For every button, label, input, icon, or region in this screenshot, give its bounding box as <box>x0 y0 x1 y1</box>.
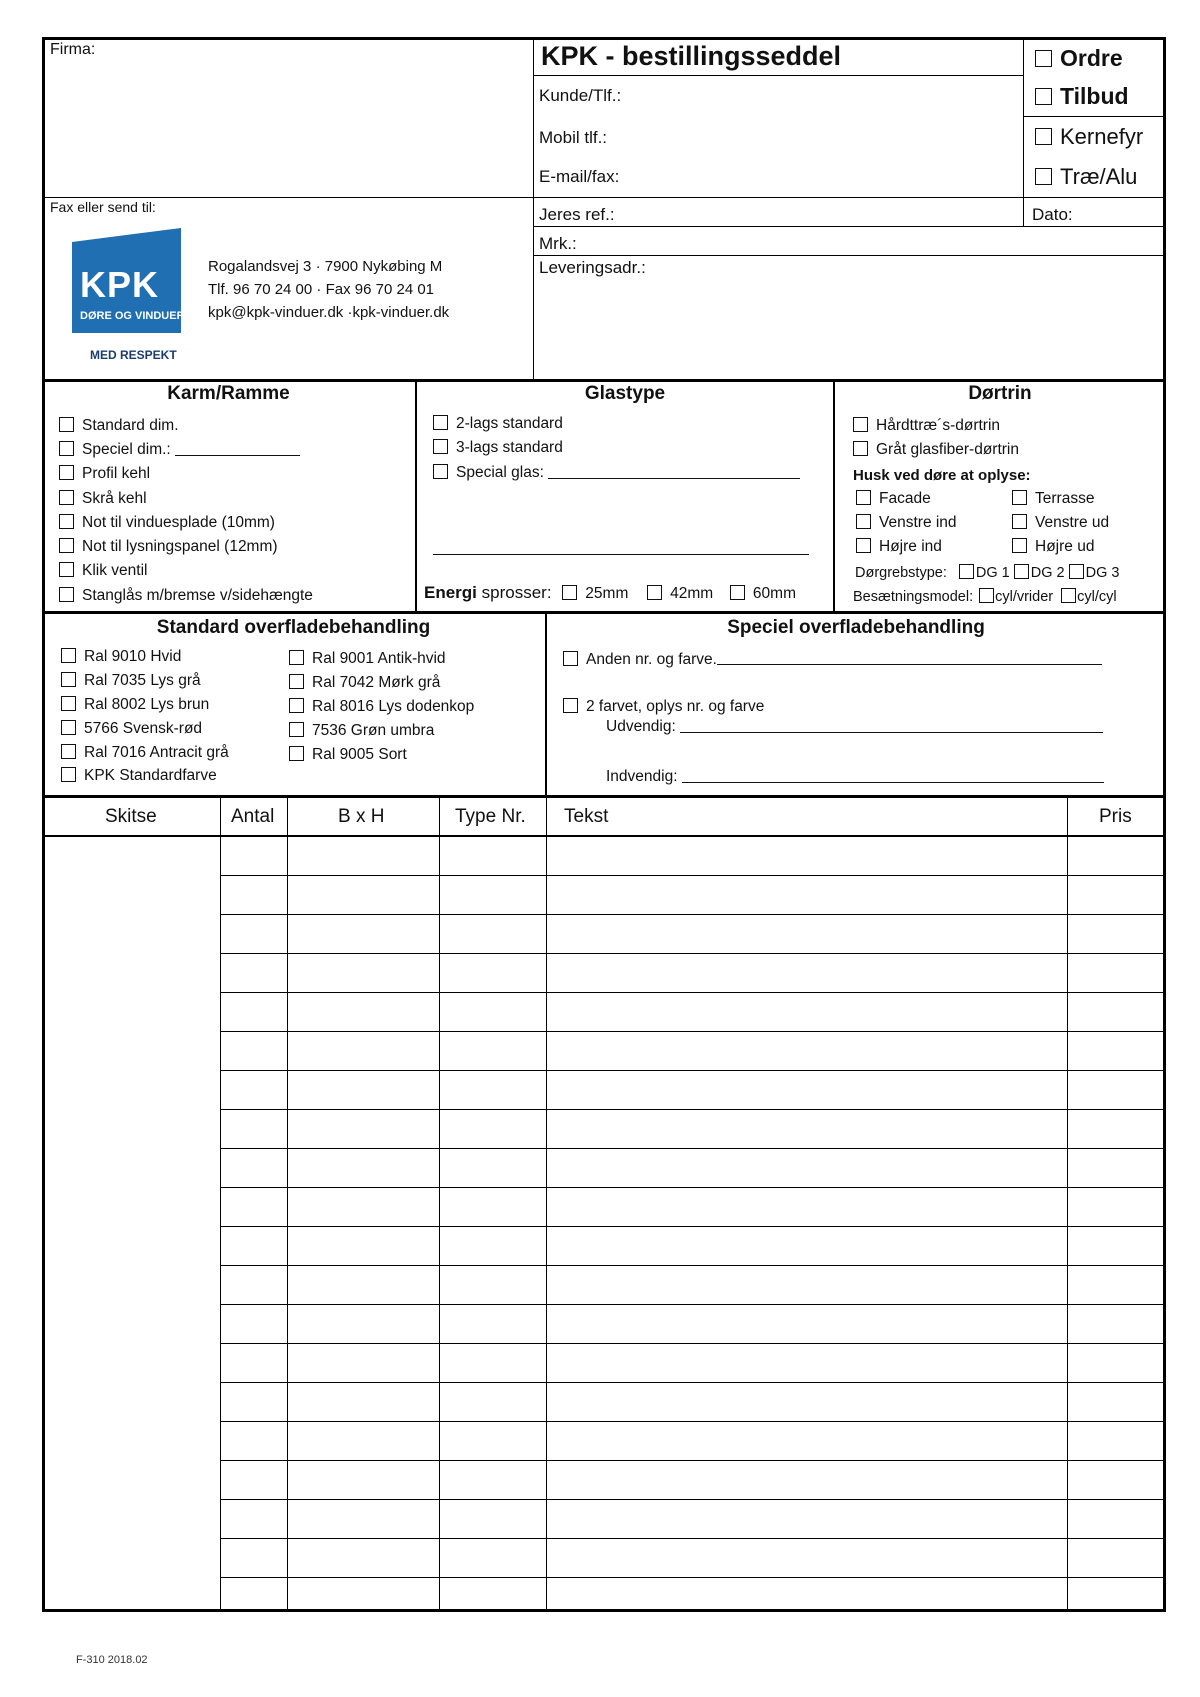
table-row-line <box>220 1460 1165 1461</box>
ov-ral8016[interactable] <box>289 698 474 716</box>
cyl-cyl-label: cyl/cyl <box>1077 589 1117 605</box>
logo-tagline: MED RESPEKT <box>90 348 177 362</box>
company-phone-line <box>208 281 434 298</box>
karm-option-klik[interactable] <box>59 562 147 580</box>
table-column-line <box>1067 797 1068 1610</box>
dorgreb-row <box>855 564 1120 581</box>
company-city: 7900 Nykøbing M <box>324 258 443 275</box>
col-header-antal: Antal <box>231 806 275 827</box>
option-label: Højre ud <box>1035 538 1095 555</box>
ov-kpk-standard[interactable] <box>61 767 217 785</box>
ov-ral7042[interactable] <box>289 674 440 692</box>
options-bottom <box>42 611 1166 614</box>
checkbox[interactable] <box>856 538 871 553</box>
karm-option-speciel[interactable] <box>59 441 300 459</box>
kernefyr-checkbox[interactable] <box>1035 128 1052 145</box>
header-divider <box>533 38 534 380</box>
company-web-line <box>208 304 449 321</box>
table-column-line <box>439 797 440 1610</box>
col-header-skitse: Skitse <box>105 806 157 827</box>
glas-option-2lags[interactable] <box>433 415 563 433</box>
ov-7536[interactable] <box>289 722 434 740</box>
mrk-label: Mrk.: <box>539 234 577 253</box>
checkbox[interactable] <box>59 538 74 553</box>
option-label: Ral 9001 Antik-hvid <box>312 650 446 667</box>
traealu-option[interactable] <box>1035 164 1137 190</box>
table-row-line <box>220 1187 1165 1188</box>
checkbox[interactable] <box>61 648 76 663</box>
dorgreb-label: Dørgrebstype: <box>855 565 947 581</box>
option-label: Ral 9005 Sort <box>312 746 407 763</box>
fax-label: Fax eller send til: <box>50 199 156 215</box>
checkbox[interactable] <box>433 415 448 430</box>
special-glas-extra-line[interactable] <box>433 554 809 555</box>
table-row-line <box>220 875 1165 876</box>
udvendig-label: Udvendig: <box>606 718 676 735</box>
option-label: Terrasse <box>1035 490 1095 507</box>
sprosser-60-label: 60mm <box>752 585 796 602</box>
logo-sub: DØRE OG VINDUER <box>80 310 185 322</box>
checkbox[interactable] <box>61 767 76 782</box>
col-header-tekst: Tekst <box>564 806 609 827</box>
table-row-line <box>220 1499 1165 1500</box>
option-label: Facade <box>879 490 931 507</box>
option-label: Profil kehl <box>82 465 151 482</box>
logo-text: KPK <box>80 264 160 305</box>
checkbox[interactable] <box>61 672 76 687</box>
table-row-line <box>220 1148 1165 1149</box>
company-address: Rogalandsvej 3 <box>208 258 312 275</box>
karm-title: Karm/Ramme <box>167 383 290 404</box>
checkbox[interactable] <box>289 722 304 737</box>
company-address-line <box>208 258 442 275</box>
table-row-line <box>220 1382 1165 1383</box>
option-label: Ral 7016 Antracit grå <box>84 744 229 761</box>
option-label: Ral 7042 Mørk grå <box>312 674 441 691</box>
table-row-line <box>220 953 1165 954</box>
header-bottom <box>42 379 1166 382</box>
checkbox[interactable] <box>61 696 76 711</box>
option-label: Højre ind <box>879 538 942 555</box>
table-row-line <box>220 1343 1165 1344</box>
option-label: Anden nr. og farve. <box>586 651 717 668</box>
levering-label: Leveringsadr.: <box>539 258 646 277</box>
glas-divider <box>833 380 835 613</box>
dot-separator: · <box>315 258 321 275</box>
option-label: KPK Standardfarve <box>84 767 217 784</box>
anden-field[interactable] <box>717 650 1102 665</box>
checkbox[interactable] <box>853 441 868 456</box>
dot-separator: · <box>347 304 353 321</box>
table-column-line <box>220 797 221 1610</box>
dortrin-terrasse[interactable] <box>1012 490 1094 508</box>
kunde-label: Kunde/Tlf.: <box>539 86 622 105</box>
sprosser-60-checkbox[interactable] <box>730 585 745 600</box>
option-label: Venstre ind <box>879 514 957 531</box>
karm-option-not-lysning[interactable] <box>59 538 278 556</box>
company-web[interactable]: kpk-vinduer.dk <box>352 304 450 321</box>
option-label: Klik ventil <box>82 562 148 579</box>
ref-bottom <box>533 226 1165 227</box>
karm-option-stanglas[interactable] <box>59 587 313 605</box>
karm-option-standard[interactable] <box>59 417 179 435</box>
cyl-cyl-checkbox[interactable] <box>1061 588 1076 603</box>
table-row-line <box>220 1421 1165 1422</box>
checkbox[interactable] <box>1012 490 1027 505</box>
checkbox[interactable] <box>59 514 74 529</box>
form-title: KPK - bestillingsseddel <box>541 41 842 71</box>
option-label: Special glas: <box>456 464 544 481</box>
checkbox[interactable] <box>61 744 76 759</box>
checkbox[interactable] <box>433 439 448 454</box>
glas-option-3lags[interactable] <box>433 439 563 457</box>
traealu-checkbox[interactable] <box>1035 168 1052 185</box>
option-label: 2 farvet, oplys nr. og farve <box>586 698 765 715</box>
jeres-ref-label: Jeres ref.: <box>539 205 615 224</box>
checkbox[interactable] <box>59 562 74 577</box>
firma-bottom <box>42 197 1165 198</box>
option-label: Not til lysningspanel (12mm) <box>82 538 278 555</box>
ov-ral7035[interactable] <box>61 672 201 690</box>
glas-title: Glastype <box>584 383 666 404</box>
firma-label: Firma: <box>50 41 96 58</box>
checkbox[interactable] <box>289 674 304 689</box>
checkbox[interactable] <box>856 514 871 529</box>
company-fax: Fax 96 70 24 01 <box>325 281 435 298</box>
overflade-divider <box>545 612 547 797</box>
mrk-bottom <box>533 255 1165 256</box>
ov-ral9001[interactable] <box>289 650 446 668</box>
husk-label: Husk ved døre at oplyse: <box>853 467 1031 484</box>
ov-5766[interactable] <box>61 720 202 738</box>
karm-option-skra[interactable] <box>59 490 147 508</box>
standard-ov-title: Standard overfladebehandling <box>156 617 431 638</box>
option-label: 2-lags standard <box>456 415 563 432</box>
checkbox[interactable] <box>853 417 868 432</box>
dortrin-title: Dørtrin <box>968 383 1032 404</box>
speciel-dim-field[interactable] <box>175 441 300 456</box>
checkbox[interactable] <box>59 490 74 505</box>
email-label: E-mail/fax: <box>539 167 620 186</box>
overflade-bottom <box>42 795 1166 798</box>
col-header-type: Type Nr. <box>455 806 526 827</box>
speciel-ov-title: Speciel overfladebehandling <box>727 617 985 638</box>
ordre-checkbox[interactable] <box>1035 50 1052 67</box>
table-header-bottom <box>42 835 1166 837</box>
table-row-line <box>220 1577 1165 1578</box>
table-row-line <box>220 1304 1165 1305</box>
dg1-label: DG 1 <box>975 565 1010 581</box>
table-row-line <box>220 914 1165 915</box>
cyl-vrider-checkbox[interactable] <box>979 588 994 603</box>
sprosser-42-label: 42mm <box>670 585 714 602</box>
dortrin-hojre-ud[interactable] <box>1012 538 1094 556</box>
mobil-label: Mobil tlf.: <box>539 128 608 147</box>
col-header-pris: Pris <box>1099 806 1132 827</box>
checkbox[interactable] <box>59 465 74 480</box>
col-header-bxh: B x H <box>338 806 385 827</box>
speciel-anden[interactable] <box>563 650 1102 669</box>
kernefyr-option[interactable] <box>1035 124 1143 150</box>
checkbox[interactable] <box>563 698 578 713</box>
traealu-label: Træ/Alu <box>1060 164 1138 189</box>
cyl-vrider-label: cyl/vrider <box>995 589 1054 605</box>
checkbox[interactable] <box>289 746 304 761</box>
kpk-logo <box>72 228 185 333</box>
checkbox[interactable] <box>59 587 74 602</box>
option-label: Stanglås m/bremse v/sidehængte <box>82 587 313 604</box>
ov-ral9005[interactable] <box>289 746 407 764</box>
option-label: 3-lags standard <box>456 439 563 456</box>
form-code: F-310 2018.02 <box>76 1654 148 1666</box>
option-label: Ral 7035 Lys grå <box>84 672 201 689</box>
option-label: Standard dim. <box>82 417 179 434</box>
dg1-checkbox[interactable] <box>959 564 974 579</box>
checkbox[interactable] <box>59 417 74 432</box>
tilbud-checkbox[interactable] <box>1035 88 1052 105</box>
checkbox[interactable] <box>563 651 578 666</box>
checkbox[interactable] <box>433 464 448 479</box>
sprosser-25-checkbox[interactable] <box>562 585 577 600</box>
table-row-line <box>220 1031 1165 1032</box>
tilbud-option[interactable] <box>1035 83 1129 110</box>
table-column-line <box>546 797 547 1610</box>
energi-label: Energi <box>424 583 477 602</box>
dortrin-hojre-ind[interactable] <box>856 538 942 556</box>
karm-divider <box>415 380 417 613</box>
option-label: 5766 Svensk-rød <box>84 720 203 737</box>
sprosser-42-checkbox[interactable] <box>647 585 662 600</box>
option-label: Ral 9010 Hvid <box>84 648 182 665</box>
energi-sprosser-row <box>424 583 796 603</box>
dortrin-facade[interactable] <box>856 490 931 508</box>
table-row-line <box>220 1265 1165 1266</box>
ordre-label: Ordre <box>1060 45 1123 71</box>
dg2-label: DG 2 <box>1030 565 1065 581</box>
besaet-label: Besætningsmodel: <box>853 589 974 605</box>
glas-option-special[interactable] <box>433 464 800 482</box>
option-label: Speciel dim.: <box>82 441 171 458</box>
checkbox[interactable] <box>289 650 304 665</box>
dato-divider <box>1023 197 1024 227</box>
ordre-option[interactable] <box>1035 45 1123 72</box>
company-phone: Tlf. 96 70 24 00 <box>208 281 313 298</box>
company-email[interactable]: kpk@kpk-vinduer.dk <box>208 304 344 321</box>
indvendig-row <box>606 768 1104 786</box>
dortrin-option-glasfiber[interactable] <box>853 441 1019 459</box>
option-label: 7536 Grøn umbra <box>312 722 435 739</box>
table-row-line <box>220 992 1165 993</box>
dg3-checkbox[interactable] <box>1069 564 1084 579</box>
besaet-row <box>853 588 1117 605</box>
option-label: Hårdttræ´s-dørtrin <box>876 417 1001 434</box>
table-row-line <box>220 1538 1165 1539</box>
checkbox[interactable] <box>1012 538 1027 553</box>
indvendig-label: Indvendig: <box>606 768 678 785</box>
udvendig-field[interactable] <box>680 718 1103 733</box>
dortrin-venstre-ind[interactable] <box>856 514 957 532</box>
tilbud-underline <box>1023 116 1165 117</box>
dg3-label: DG 3 <box>1085 565 1120 581</box>
table-row-line <box>220 1226 1165 1227</box>
dortrin-venstre-ud[interactable] <box>1012 514 1109 532</box>
title-underline <box>533 75 1023 76</box>
table-row-line <box>220 1109 1165 1110</box>
option-label: Gråt glasfiber-dørtrin <box>876 441 1019 458</box>
karm-option-profil[interactable] <box>59 465 150 483</box>
option-label: Skrå kehl <box>82 490 147 507</box>
option-label: Not til vinduesplade (10mm) <box>82 514 275 531</box>
table-row-line <box>220 1070 1165 1071</box>
checkbox[interactable] <box>59 441 74 456</box>
tilbud-label: Tilbud <box>1060 83 1129 109</box>
checkbox[interactable] <box>61 720 76 735</box>
kernefyr-label: Kernefyr <box>1060 124 1144 149</box>
dortrin-option-hardttrae[interactable] <box>853 417 1000 435</box>
option-label: Venstre ud <box>1035 514 1110 531</box>
indvendig-field[interactable] <box>682 768 1104 783</box>
karm-option-not-vindue[interactable] <box>59 514 275 532</box>
dot-separator: · <box>316 281 322 298</box>
checkbox[interactable] <box>856 490 871 505</box>
udvendig-row <box>606 718 1103 736</box>
option-label: Ral 8016 Lys dodenkop <box>312 698 475 715</box>
dato-label: Dato: <box>1032 205 1073 224</box>
ov-ral7016[interactable] <box>61 744 229 762</box>
sprosser-25-label: 25mm <box>585 585 629 602</box>
table-column-line <box>287 797 288 1610</box>
sprosser-label: sprosser: <box>481 583 552 602</box>
special-glas-field[interactable] <box>548 464 800 479</box>
speciel-2farvet[interactable] <box>563 698 764 716</box>
ov-ral9010[interactable] <box>61 648 181 666</box>
dg2-checkbox[interactable] <box>1014 564 1029 579</box>
option-label: Ral 8002 Lys brun <box>84 696 210 713</box>
checkbox[interactable] <box>1012 514 1027 529</box>
ov-ral8002[interactable] <box>61 696 209 714</box>
checkbox[interactable] <box>289 698 304 713</box>
